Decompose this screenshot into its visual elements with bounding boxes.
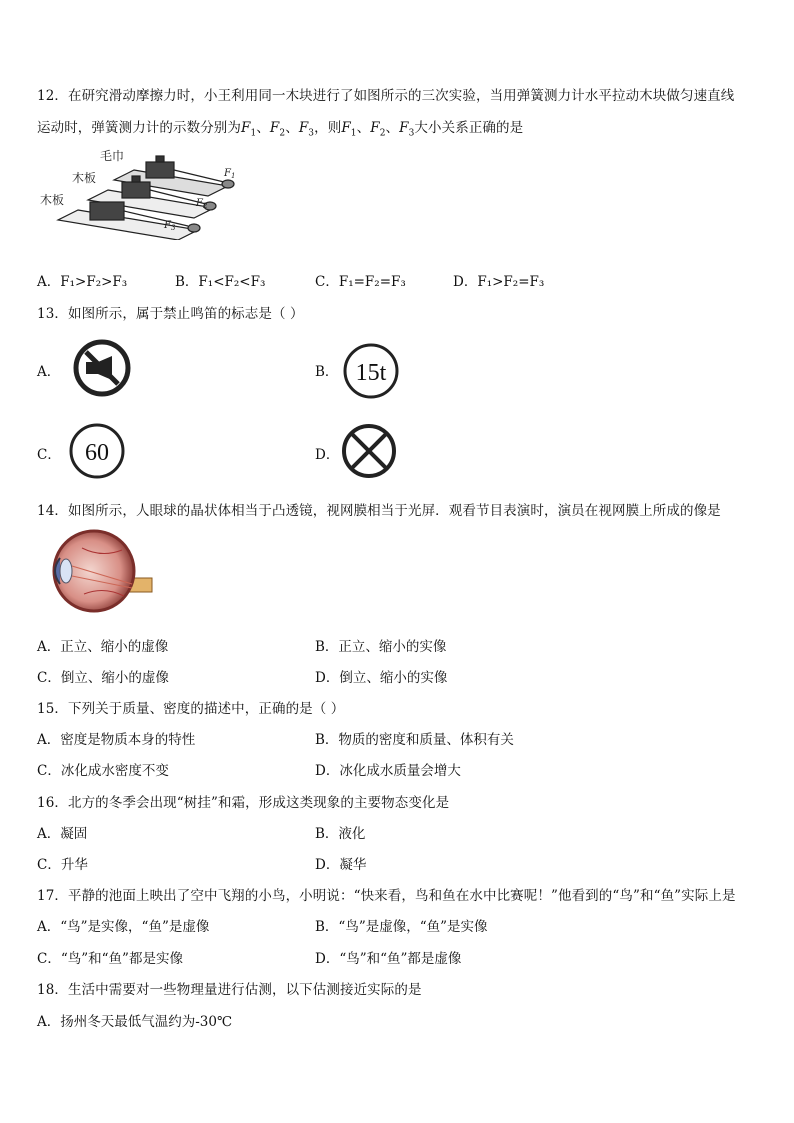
q17-option-c-letter: C． [37,951,61,967]
q12-option-a-text: F₁>F₂>F₃ [60,274,128,290]
q14-option-a[interactable] [37,635,168,655]
no-horn-sign-icon [72,338,132,398]
cross-sign-icon [340,422,398,480]
q16-option-c-text: 升华 [60,857,88,873]
q15-option-c-letter: C． [37,763,61,779]
q16-option-d-text: 凝华 [339,857,367,873]
q17-option-b-letter: B． [315,919,339,935]
speed-limit-text: 60 [85,440,109,466]
q12-option-b[interactable] [175,270,265,290]
q14-option-a-letter: A． [37,639,61,655]
q16-option-b-letter: B． [315,826,339,842]
q17-option-d[interactable] [315,947,461,967]
q15-option-b[interactable] [315,728,514,748]
q13-option-b[interactable]: B． [315,364,339,380]
q14-option-d[interactable] [315,666,447,686]
q16-option-a-text: 凝固 [60,826,88,842]
q12-option-c-text: F₁=F₂=F₃ [338,274,406,290]
q16-option-b-text: 液化 [338,826,366,842]
q12-option-a-letter: A． [37,274,61,290]
q15-option-c-text: 冰化成水密度不变 [60,763,169,779]
friction-experiment-figure [38,148,248,240]
q16-option-d[interactable] [315,853,366,873]
q16-option-c[interactable] [37,853,88,873]
svg-text:F2: $F_2$ [196,198,208,210]
svg-text:F1: $F_1$ [224,168,236,180]
towel-label: 毛巾 [100,149,125,163]
q16-option-b[interactable] [315,822,365,842]
q14-option-a-text: 正立、缩小的虚像 [60,639,169,655]
q15-option-b-text: 物质的密度和质量、体积有关 [338,732,514,748]
q12-option-a[interactable] [37,270,127,290]
q17-option-a-text: “鸟”是实像，“鱼”是虚像 [60,919,210,935]
q15-option-d-text: 冰化成水质量会增大 [339,763,461,779]
q15-option-a[interactable] [37,728,195,748]
speed-limit-sign-icon [68,422,126,480]
q12-stem-line2: 运动时，弹簧测力计的示数分别为$F_1$、$F_2$、$F_3$，则$F_1$、$F_2$、$F_3$大小关系正确的是 [37,120,524,139]
q12-option-b-letter: B． [175,274,199,290]
q14-option-c-text: 倒立、缩小的虚像 [60,670,169,686]
q17-option-d-letter: D． [315,951,340,967]
q15-option-d[interactable] [315,759,461,779]
q16-option-a-letter: A． [37,826,61,842]
q13-option-c[interactable]: C． [37,447,61,463]
q17-option-a-letter: A． [37,919,61,935]
q13-option-d[interactable]: D． [315,447,340,463]
q15-option-d-letter: D． [315,763,340,779]
q17-stem: 17．平静的池面上映出了空中飞翔的小鸟，小明说：“快来看，鸟和鱼在水中比赛呢！”他看到的“鸟”和“鱼”实际上是 [37,888,736,904]
weight-limit-text: 15t [355,360,387,386]
q15-stem: 15．下列关于质量、密度的描述中，正确的是（ ） [37,701,345,717]
weight-limit-sign-icon [342,342,400,400]
q17-option-b-text: “鸟”是虚像，“鱼”是实像 [338,919,488,935]
q16-option-a[interactable] [37,822,87,842]
q14-option-b-letter: B． [315,639,339,655]
q13-stem: 13．如图所示，属于禁止鸣笛的标志是（ ） [37,306,304,322]
q16-option-c-letter: C． [37,857,61,873]
q17-option-c-text: “鸟”和“鱼”都是实像 [60,951,183,967]
q12-stem-part-c: 大小关系正确的是 [414,120,524,136]
q12-option-d-letter: D． [453,274,478,290]
q18-option-a-text: 扬州冬天最低气温约为-30℃ [60,1014,233,1030]
q14-option-d-text: 倒立、缩小的实像 [339,670,448,686]
q12-option-c[interactable] [315,270,406,290]
board-label-2: 木板 [40,193,65,207]
svg-text:F3: $F_3$ [164,220,176,232]
q14-stem: 14．如图所示，人眼球的晶状体相当于凸透镜，视网膜相当于光屏．观看节目表演时，演员在视网膜上所成的像是 [37,503,721,519]
q14-option-b-text: 正立、缩小的实像 [338,639,447,655]
q14-option-b[interactable] [315,635,446,655]
q12-stem-line1: 12．在研究滑动摩擦力时，小王利用同一木块进行了如图所示的三次实验，当用弹簧测力计水平拉动木块做匀速直线 [37,88,735,104]
q17-option-d-text: “鸟”和“鱼”都是虚像 [339,951,462,967]
q12-stem-part-b: ，则 [314,120,342,136]
q16-stem: 16．北方的冬季会出现“树挂”和霜，形成这类现象的主要物态变化是 [37,795,450,811]
q15-option-a-text: 密度是物质本身的特性 [60,732,196,748]
q12-option-d-text: F₁>F₂=F₃ [477,274,545,290]
q18-stem: 18．生活中需要对一些物理量进行估测，以下估测接近实际的是 [37,982,422,998]
q15-option-a-letter: A． [37,732,61,748]
q14-option-c[interactable] [37,666,169,686]
q18-option-a-letter: A． [37,1014,61,1030]
q15-option-b-letter: B． [315,732,339,748]
q17-option-a[interactable] [37,915,209,935]
q17-option-c[interactable] [37,947,183,967]
q18-option-a[interactable] [37,1010,232,1030]
q12-stem-part-a: 运动时，弹簧测力计的示数分别为 [37,120,241,136]
q12-option-b-text: F₁<F₂<F₃ [198,274,266,290]
q12-option-d[interactable] [453,270,544,290]
q14-option-d-letter: D． [315,670,340,686]
q16-option-d-letter: D． [315,857,340,873]
q15-option-c[interactable] [37,759,169,779]
board-label-1: 木板 [72,171,97,185]
q17-option-b[interactable] [315,915,488,935]
q12-option-c-letter: C． [315,274,339,290]
q14-option-c-letter: C． [37,670,61,686]
eyeball-figure [42,528,154,614]
q13-option-a[interactable]: A． [37,364,61,380]
